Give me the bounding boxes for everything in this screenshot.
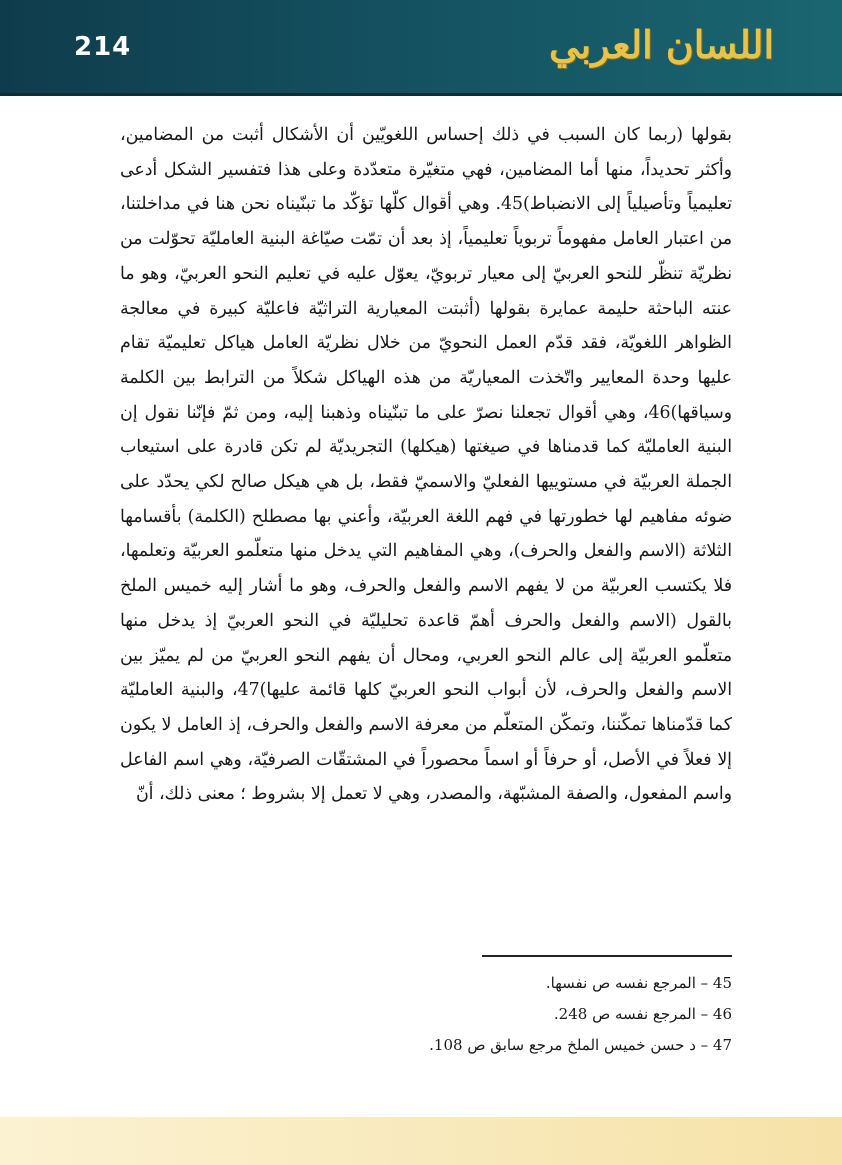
page-number: 214: [74, 32, 132, 62]
footnote-item: 47 – د حسن خميس الملخ مرجع سابق ص 108.: [429, 1036, 732, 1054]
footnote-divider: [482, 955, 732, 957]
body-paragraph: بقولها (ربما كان السبب في ذلك إحساس اللغويّين أن الأشكال أثبت من المضامين، وأكثر تحديداً، منها أما المضامين، فهي متغيّرة متعدّدة وعلى هذا فتفسير الشكل أدعى تعليمياً وتأصيلياً إلى الانضباط)45. وهي أقوال كلّها تؤكّد ما تبنّيناه نحن هنا في مداخلتنا، من اعتبار العامل مفهوماً تربوياً تعليمياً، إذ بعد أن تمّت صيّاغة البنية العامليّة تحوّلت من نظريّة تنظّر للنحو العربيّ إلى معيار تربويّ، يعوّل عليه في تعليم النحو العربيّ، وهو ما عنته الباحثة حليمة عمايرة بقولها (أثبتت المعيارية التراثيّة فاعليّة كبيرة في معالجة الظواهر اللغويّة، فقد قدّم العمل النحويّ من خلال نظريّة العامل هياكل تعليميّة تقام عليها وحدة المعايير واتّخذت المعياريّة من هذه الهياكل شكلاً من الترابط بين الكلمة وسياقها)46، وهي أقوال تجعلنا نصرّ على ما تبنّيناه وذهبنا إليه، ومن ثمّ فإنّنا نقول إن البنية العامليّة كما قدمناها في صيغتها (هيكلها) التجريديّة لم تكن قادرة على استيعاب الجملة العربيّة في مستوييها الفعليّ والاسميّ فقط، بل هي هيكل صالح لكي يحدّد على ضوئه مفاهيم لها خطورتها في فهم اللغة العربيّة، وأعني بها مصطلح (الكلمة) بأقسامها الثلاثة (الاسم والفعل والحرف)، وهي المفاهيم التي يدخل منها متعلّمو العربيّة وتعلمها، فلا يكتسب العربيّة من لا يفهم الاسم والفعل والحرف، وهو ما أشار إليه خميس الملخ بالقول (الاسم والفعل والحرف أهمّ قاعدة تحليليّة في النحو العربيّ إذ يدخل منها متعلّمو العربيّة إلى عالم النحو العربي، ومحال أن يفهم النحو العربيّ من لم يميّز بين الاسم والفعل والحرف، لأن أبواب النحو العربيّ كلها قائمة عليها)47، والبنية العامليّة كما قدّمناها تمكّننا، وتمكّن المتعلّم من معرفة الاسم والفعل والحرف، إذ العامل لا يكون إلا فعلاً في الأصل، أو حرفاً أو اسماً محصوراً في المشتقّات الصرفيّة، وهي اسم الفاعل واسم المفعول، والصفة المشبّهة، والمصدر، وهي لا تعمل إلا بشروط ؛ معنى ذلك، أنّ: [120, 125, 732, 805]
page-footer: [0, 1117, 842, 1165]
footnotes-list: [300, 968, 732, 1061]
page-header: [0, 0, 842, 96]
footnote-item: 45 – المرجع نفسه ص نفسها.: [545, 974, 732, 992]
journal-logo: اللسان العربي: [548, 22, 774, 67]
footnote-item: 46 – المرجع نفسه ص 248.: [553, 1005, 732, 1023]
